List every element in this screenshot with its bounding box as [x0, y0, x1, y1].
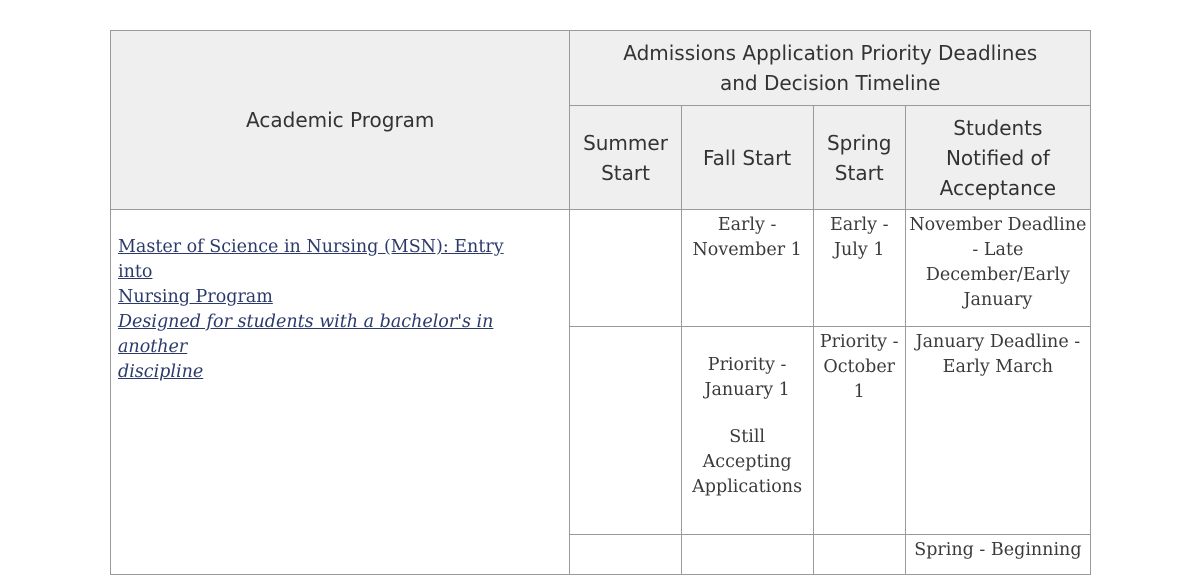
row2-notified-cell	[905, 327, 1090, 535]
row1-fall-line1: Early -	[717, 215, 777, 235]
row1-fall-line2: November 1	[692, 240, 802, 260]
row2-spring-line3: 1	[853, 382, 865, 402]
row2-notified-line1: January Deadline -	[915, 332, 1081, 352]
row1-notified-cell	[905, 210, 1090, 327]
row1-notified-line2: - Late	[972, 240, 1024, 260]
deadlines-group-title-line1: Admissions Application Priority Deadlines	[623, 41, 1038, 65]
row2-notified-line2: Early March	[942, 357, 1054, 377]
row2-fall-line3: Still	[729, 427, 766, 447]
row1-spring-line2: July 1	[833, 240, 885, 260]
students-notified-header	[905, 106, 1090, 210]
msn-program-link-line2[interactable]: Nursing Program	[118, 287, 273, 307]
row2-fall-cell	[681, 327, 813, 535]
msn-program-link-line1[interactable]: Master of Science in Nursing (MSN): Entry into	[118, 237, 504, 282]
deadlines-group-header	[570, 31, 1091, 106]
row2-fall-line5: Applications	[692, 477, 803, 497]
row2-spring-line1: Priority -	[819, 332, 899, 352]
row1-notified-line3: December/Early	[925, 265, 1070, 285]
students-notified-header-line3: Acceptance	[939, 175, 1057, 200]
row1-summer-cell	[570, 210, 681, 327]
spring-start-header	[813, 106, 905, 210]
program-cell	[111, 210, 570, 575]
row1-notified-line4: January	[963, 290, 1033, 310]
fall-start-header	[681, 106, 813, 210]
row1-spring-line1: Early -	[829, 215, 889, 235]
row2-spring-cell	[813, 327, 905, 535]
msn-program-description-line2[interactable]: discipline	[118, 362, 204, 382]
summer-start-header-line2: Start	[601, 160, 650, 185]
row2-fall-line1: Priority -	[707, 355, 787, 375]
row2-fall-spacer	[685, 403, 810, 425]
row1-notified-line1: November Deadline	[909, 215, 1087, 235]
admissions-deadlines-table	[110, 30, 1091, 575]
msn-program-link[interactable]	[118, 235, 529, 385]
row3-notified-line1: Spring - Beginning	[914, 540, 1082, 560]
row2-summer-cell	[570, 327, 681, 535]
row1-spring-cell	[813, 210, 905, 327]
spring-start-header-line2: Start	[834, 160, 884, 185]
academic-program-header-label: Academic Program	[246, 108, 435, 132]
fall-start-header-label: Fall Start	[702, 145, 792, 170]
msn-program-description-line1[interactable]: Designed for students with a bachelor's in another	[118, 312, 494, 357]
summer-start-header-line1: Summer	[583, 130, 668, 155]
academic-program-header	[111, 31, 570, 210]
row2-fall-line2: January 1	[704, 380, 790, 400]
table-row	[111, 210, 1091, 327]
students-notified-header-line1: Students	[953, 115, 1043, 140]
summer-start-header	[570, 106, 681, 210]
deadlines-group-title-line2: and Decision Timeline	[719, 71, 941, 95]
row2-spring-line2: October	[823, 357, 896, 377]
spring-start-header-line1: Spring	[826, 130, 892, 155]
row1-fall-cell	[681, 210, 813, 327]
row2-fall-line4: Accepting	[702, 452, 792, 472]
students-notified-header-line2: Notified of	[945, 145, 1050, 170]
